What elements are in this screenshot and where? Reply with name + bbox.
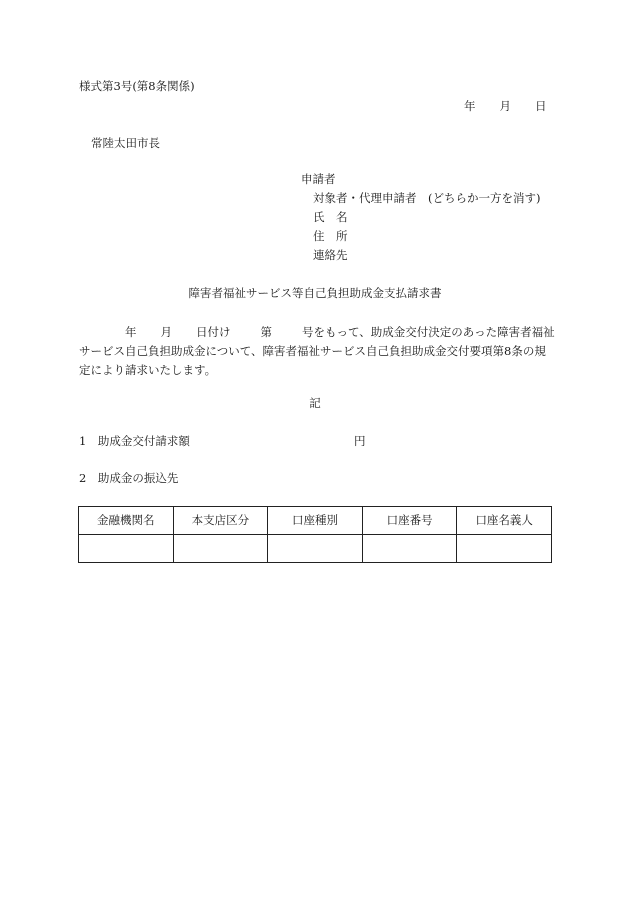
applicant-heading: 申請者 <box>301 172 336 186</box>
bank-cell-account-holder[interactable] <box>457 535 552 563</box>
body-number-prefix: 第 <box>260 325 272 339</box>
body-paragraph <box>79 323 557 380</box>
bank-header-account-number: 口座番号 <box>362 507 457 535</box>
bank-cell-account-type[interactable] <box>268 535 363 563</box>
bank-cell-account-number[interactable] <box>362 535 457 563</box>
item1-label: 1 助成金交付請求額 <box>79 434 190 448</box>
date-line <box>464 101 547 113</box>
applicant-contact-label: 連絡先 <box>313 248 348 262</box>
bank-table-header-row <box>79 507 552 535</box>
date-year: 年 <box>464 99 476 113</box>
applicant-address-label: 住 所 <box>313 229 348 243</box>
bank-cell-branch[interactable] <box>173 535 268 563</box>
bank-table-entry-row <box>79 535 552 563</box>
body-text: 号をもって、助成金交付決定のあった障害者福祉サービス自己負担助成金について、障害者福祉サービス自己負担助成金交付要項第8条の規定により請求いたします。 <box>79 325 555 377</box>
bank-account-table <box>78 506 552 563</box>
body-date-suffix: 日付け <box>196 325 231 339</box>
applicant-name-label: 氏 名 <box>313 210 348 224</box>
document-title: 障害者福祉サービス等自己負担助成金支払請求書 <box>188 286 442 300</box>
item1-unit: 円 <box>354 434 366 448</box>
bank-header-account-type: 口座種別 <box>268 507 363 535</box>
bank-cell-institution[interactable] <box>79 535 174 563</box>
date-day: 日 <box>535 99 547 113</box>
ki-heading: 記 <box>309 396 321 410</box>
item2-label: 2 助成金の振込先 <box>79 471 179 485</box>
bank-header-account-holder: 口座名義人 <box>457 507 552 535</box>
applicant-target-line: 対象者・代理申請者 (どちらか一方を消す) <box>313 191 541 205</box>
bank-header-institution: 金融機関名 <box>79 507 174 535</box>
bank-header-branch: 本支店区分 <box>173 507 268 535</box>
addressee: 常陸太田市長 <box>91 136 160 150</box>
body-month: 月 <box>160 325 172 339</box>
body-year: 年 <box>125 325 137 339</box>
date-month: 月 <box>499 99 511 113</box>
form-number-label: 様式第3号(第8条関係) <box>79 79 195 93</box>
